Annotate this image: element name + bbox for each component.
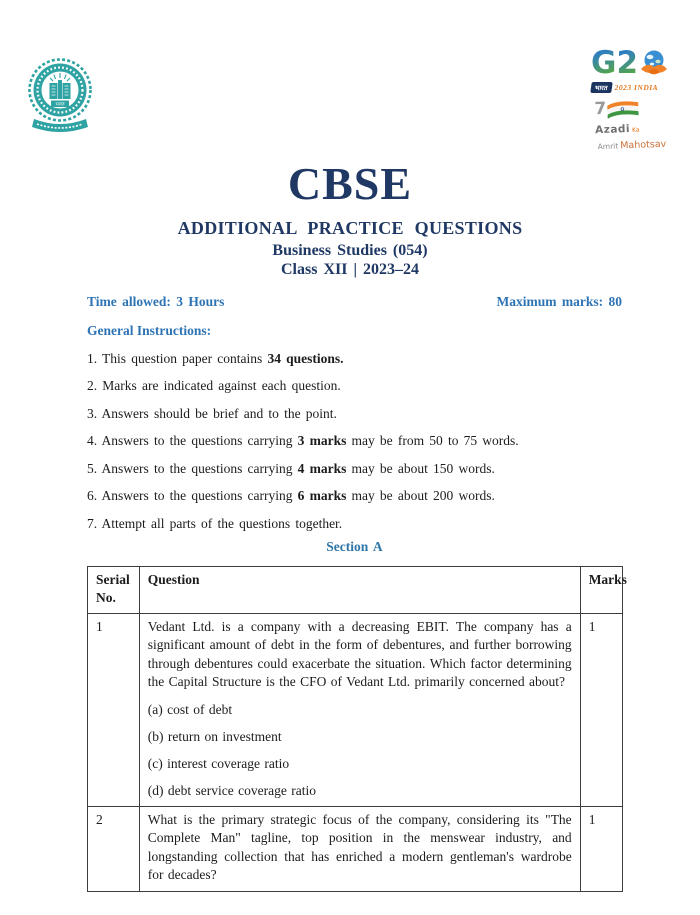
cbse-emblem-graphic <box>27 56 93 138</box>
azadi-mahotsav-logo <box>594 99 666 153</box>
section-a-label: Section A <box>326 538 383 554</box>
marks-header: Marks <box>580 566 622 613</box>
option-b: (b) return on investment <box>147 728 282 744</box>
g20-logo <box>591 46 669 93</box>
question-text: Vedant Ltd. is a company with a decreasing EBIT. The company has a significant amount of debt in the form of debentures, and further borrowing through debentures could exacerbate the situation. Which factor determining the Capital Structure is the CFO of Vedant Ltd. primarily concerned about? <box>147 618 572 689</box>
page-subtitle: ADDITIONAL PRACTICE QUESTIONS <box>177 218 523 238</box>
marks-cell: 1 <box>580 613 622 806</box>
table-row-question-2 <box>88 806 623 891</box>
instruction-item-7: 7. Attempt all parts of the questions together. <box>87 515 343 531</box>
table-row-question-1 <box>88 613 623 806</box>
g20-letter-2: 2 <box>616 44 639 81</box>
title-block <box>0 160 700 279</box>
instruction-item-6: 6. Answers to the questions carrying 6 marks may be about 200 words. <box>87 488 495 503</box>
azadi-ka-word: Ka <box>631 126 640 134</box>
instruction-item-5: 5. Answers to the questions carrying 4 marks may be about 150 words. <box>87 460 495 476</box>
maximum-marks-label: Maximum marks: 80 <box>496 294 622 309</box>
option-c: (c) interest coverage ratio <box>147 755 290 771</box>
g20-year-text: 2023 INDIA <box>614 83 659 92</box>
cbse-emblem-icon <box>27 56 93 138</box>
g20-letter-g: G <box>590 44 617 81</box>
table-header-row <box>88 566 623 613</box>
serial-no-header: Serial No. <box>88 566 140 613</box>
instruction-item-1: 1. This question paper contains 34 questions. <box>87 350 344 366</box>
question-header: Question <box>139 566 580 613</box>
g20-lotus-globe-icon <box>639 48 669 82</box>
time-allowed-label: Time allowed: 3 Hours <box>87 294 225 309</box>
mahotsav-word: Mahotsav <box>619 138 667 152</box>
class-line: Class XII | 2023–24 <box>281 261 419 278</box>
general-instructions-heading: General Instructions: <box>87 323 212 338</box>
amrit-word: Amrit <box>597 141 619 152</box>
azadi-word: Azadi <box>594 123 631 137</box>
header-right-logos <box>578 46 682 152</box>
subject-line: Business Studies (054) <box>272 242 428 259</box>
instruction-item-2: 2. Marks are indicated against each question. <box>87 378 341 393</box>
serial-cell: 2 <box>88 806 140 891</box>
question-text: What is the primary strategic focus of the company, considering its "The Complete Man" tagline, top position in the menswear industry, and longstanding collection that has enriched a modern gentleman's wardrobe for decades? <box>147 811 572 882</box>
instruction-item-3: 3. Answers should be brief and to the point. <box>87 405 337 421</box>
g20-bharat-badge: भारत <box>590 82 612 93</box>
page-content <box>87 293 627 892</box>
option-a: (a) cost of debt <box>147 701 233 717</box>
question-cell <box>139 613 580 806</box>
azadi-75-numeral: 7 <box>593 98 607 120</box>
page-title: CBSE <box>287 158 413 209</box>
emblem-band-text: भारत <box>55 101 65 107</box>
exam-meta-row <box>87 293 622 311</box>
serial-cell: 1 <box>88 613 140 806</box>
instruction-item-4: 4. Answers to the questions carrying 3 marks may be from 50 to 75 words. <box>87 433 519 448</box>
option-d: (d) debt service coverage ratio <box>147 782 316 798</box>
question-cell <box>139 806 580 891</box>
questions-table <box>87 566 627 892</box>
marks-cell: 1 <box>580 806 622 891</box>
